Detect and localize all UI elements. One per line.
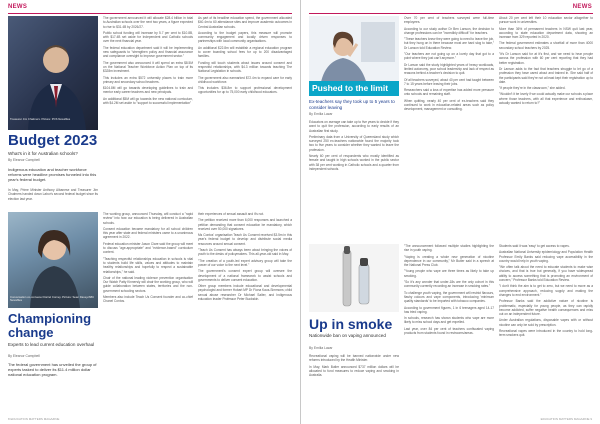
article-paragraph: "I don't think the aim is to get to zero, but we need to move as a comprehensive approach, reducing supply and making the changes to end environment.": [499, 284, 593, 297]
article-paragraph: Funding will touch students about issues around consent and respectful relationships, with $4.3 million towards teaching The National Legislation in schools.: [198, 60, 292, 74]
smoke-standfirst: Nationwide ban on vaping announced: [309, 333, 386, 338]
article-paragraph: An additional $5M will go towards the new national curriculum, with $4.2M set aside to "support to successful implementation": [103, 96, 193, 106]
article-paragraph: This includes $36.8m to support professional development opportunities for up to 75,000 early childhood educators.: [198, 86, 292, 95]
smoke-column-3: [499, 244, 593, 412]
pushed-photo: [309, 16, 399, 96]
article-paragraph: Dr Larson said the study highlighted years of heavy workloads, limited autonomy, poor school leadership and lack of respect as reasons behind a teacher's decision to quit.: [404, 62, 494, 76]
article-paragraph: This includes an extra $572 university places to train more primary and secondary school teachers.: [103, 75, 193, 84]
article-paragraph: Preliminary data from a University of Queensland study which surveyed 250 ex-teachers nationwide found the majority took two to five years to consider whether they wanted to leave the profession.: [309, 134, 399, 152]
article-paragraph: Members also include Teach Us Consent founder and co-chief Chanel Contos.: [103, 295, 193, 304]
champion-standfirst: Experts to lead current education overhaul: [8, 342, 95, 347]
pushed-headline: Pushed to the limit: [309, 81, 399, 96]
budget-column-1: [8, 188, 98, 206]
page-footer: 8 EDUCATION MATTERS MAGAZINE: [8, 417, 60, 421]
article-paragraph: "The announcement followed multiple studies highlighting the rise in youth vaping.: [404, 244, 494, 253]
champion-column-2: [103, 212, 193, 412]
article-paragraph: According to government figures, 1 in 6 teenagers aged 14-17 has tried vaping.: [404, 305, 494, 314]
article-paragraph: The federal education department said it will be implementing new safeguards to "strengthen policy and financial assurance and compliance oversight to improve government sector.": [103, 45, 193, 59]
article-paragraph: The government also announced it will spend an extra $8.5M on the National Teacher Workforce Action Plan on top of its $328m investment.: [103, 60, 193, 74]
article-paragraph: The federal government estimates a shortfall of more than 4000 secondary school teachers by 2025.: [499, 41, 593, 50]
treasurer-figure: [8, 16, 98, 130]
article-paragraph: Researchers said a loss of expertise has added more pressure onto schools and remaining staff.: [404, 88, 494, 97]
section-label: NEWS: [8, 4, 28, 10]
article-paragraph: $104.8M will go towards developing guidelines to train and mentor early career teachers and new principals.: [103, 86, 193, 95]
article-paragraph: Ms Contos' organisation Teach Us Consent received $3.5m in this year's federal budget to develop and distribute social media resources around sexual consent.: [198, 233, 292, 246]
article-paragraph: "Wouldn't it be lovely if we could actually make our schools a place where those teachers, with all that experience and enthusiasm, actually wanted to return to?": [499, 92, 593, 106]
article-paragraph: As part of its headline education spend, the government allocated $40.4m to 60 attendance sites and improve academic outcomes in Central Australian schools.: [198, 16, 292, 29]
article-paragraph: "So it's any wonder that under-18s are the only cohort in this community currently recording an increase in smoking rates.": [404, 280, 494, 289]
smoke-column-1: [309, 354, 399, 414]
vape-device-figure: [309, 244, 399, 312]
article-paragraph: Recreational vaping will be banned nationwide under new reforms introduced by the Health Minister.: [309, 354, 399, 363]
article-paragraph: "If people they're in the classroom," she added.: [499, 86, 566, 91]
article-paragraph: Chair of the national leading violence prevention organisation Our Watch Patty Kinnersly will chair the working group, who will guide collaboration between states, territories and the non-government schooling sectors.: [103, 275, 193, 293]
article-paragraph: An additional $22.8m will establish a regional education program to cover boarding school fees for up to 200 disadvantaged families.: [198, 45, 292, 59]
article-paragraph: Of all teachers surveyed, about 40 per cent had taught between 7 to 15 years before leaving their jobs.: [404, 77, 494, 86]
champion-headline: Championing change: [8, 311, 92, 340]
champion-photo: [8, 212, 98, 308]
article-paragraph: "These teachers knew they were going to need to leave the job, but they hung on in there because most are hard slog to take," Dr Lanson told Education Review.: [404, 37, 494, 50]
article-paragraph: In May, Prime Minister Anthony Albanese and Treasurer Jim Chalmers handed down Labor's second federal budget since its election last year.: [8, 188, 98, 201]
article-paragraph: Public school funding will increase by 5.7 per cent to $10.8B, with $17.4B set aside for Independent and Catholic schools over the next financial year.: [103, 30, 193, 44]
article-paragraph: their experiences of sexual assault and it's not.: [198, 212, 264, 216]
budget-intro: Indigenous education and teacher workforce reforms were headline promises funneled into this year's federal budget.: [8, 167, 97, 182]
article-paragraph: When quitting, nearly 40 per cent of ex-teachers said they continued to work in education-related areas such as policy development, management or consulting.: [404, 98, 494, 112]
article-paragraph: The government announced it will allocate $28.4 billion in total to Australian schools over the next two years, a figure expected to rise to $31.4B by 2026/27.: [103, 16, 193, 29]
article-paragraph: Dr Lanson adds to the fact that teachers struggle to let go of a profession they have cared about and trained in. She said half of the participants said they're not at least kept their registration up to date.: [499, 66, 593, 84]
article-paragraph: Other group members include educational and developmental psychologist and former Hobart MP Dr Fiona Kaus-Simmons; child sexual abuse researcher Dr Michael Salter, and Indigenous education leader Professor Peter Buckskin.: [198, 284, 292, 302]
article-paragraph: "We often talk about the need to educate students to make wise choices, and that is true but generally, if you have widespread ability to access something that is promoting an environment of concern," Professor Banks told Education Review.: [499, 265, 593, 283]
budget-photo-caption: Treasurer Jim Chalmers. Picture: PCS Newsfiles: [10, 117, 71, 121]
article-paragraph: "It's Dr Lanson said for at it's first, and we need to hear people across the profession with 60 per cent reporting that they had better registration.: [499, 52, 593, 65]
section-label: NEWS: [572, 4, 592, 10]
article-paragraph: According to the budget papers, this measure will promote community engagement and locally driven responses to partnerships with local community organisations.: [198, 30, 292, 44]
budget-column-2: [103, 16, 193, 208]
pushed-standfirst: Ex-teachers say they took up to 5 years to consider leaving: [309, 99, 395, 110]
smoke-headline: Up in smoke: [309, 316, 393, 332]
header-rule: [309, 13, 593, 14]
smoke-byline: By Emilia Lazar: [309, 346, 333, 350]
champion-column-3: [198, 212, 292, 412]
article-paragraph: Federal education minister Jason Clare said the group will meet to discuss "age-appropriate" and "evidence-based" curriculum content.: [103, 241, 193, 255]
article-paragraph: Educators on average can take up to five years to decide if they want to quit the profession, according to early results of an Australian first study.: [309, 120, 399, 133]
header-rule: [8, 13, 292, 14]
budget-standfirst: What's in it for Australian schools?: [8, 151, 78, 156]
article-paragraph: Under Australian regulations, disposable vapes with or without nicotine can only be sold by prescription.: [499, 318, 593, 327]
article-paragraph: The government also earmarked $72.4m to expand care for early childhood workforce.: [198, 75, 292, 84]
pushed-column-3: [499, 16, 593, 238]
article-paragraph: Consent education became mandatory for all school children this year after state and federal ministers came to a unanimous agreement in 2022.: [103, 226, 193, 240]
smoke-column-2: [404, 244, 494, 412]
article-paragraph: Nearly 60 per cent of respondents who mostly identified as female and taught in high schools worked in the public sector with 38 per cent working in Catholic schools and a quarter from independent schools.: [309, 154, 399, 171]
article-paragraph: In May, Mark Butler announced $737 million dollars will be allocated to fund measures to reduce vaping and smoking in Australia.: [309, 364, 399, 378]
article-paragraph: "Our teachers are not going up on a lovely day that got to a point where they just can't anymore.": [404, 52, 494, 61]
convener-figure: [8, 212, 98, 308]
article-paragraph: In schools, research has shown students who vape are more likely to miss school days and get expelled.: [404, 316, 494, 325]
article-paragraph: The government's consent expert group will oversee the development of a national framework to assist schools and governments to deliver consent education.: [198, 269, 292, 282]
champion-photo-caption: Conversation co-convener Darrel Corney. Picture: Sean Davey/ABC Newsfiles: [10, 295, 95, 303]
article-paragraph: The petition received more than 6,000 responses and launched a petition demanding that consent education be mandatory, which received over 50,000 signatures.: [198, 218, 292, 231]
article-paragraph: The working group, announced Thursday, will conduct a "rapid review" into how our education is being delivered in Australian schools.: [103, 212, 193, 225]
article-paragraph: Last year, over 84 per cent of teachers confiscated vaping products from students found in restrooms/areas.: [404, 326, 494, 336]
right-page: [300, 0, 600, 424]
article-paragraph: "Vaping is creating a whole new generation of nicotine dependence in our community," Mr Butler said in a speech at the National Press Club.: [404, 254, 494, 268]
article-paragraph: More than 36% of permanent teachers in NSW quit last year, according to state education department data, showing an increase from 329 reported in 2020.: [499, 26, 593, 40]
article-paragraph: About 20 per cent left their 10 education sector altogether to pursue work in universities.: [499, 16, 593, 25]
budget-headline: Budget 2023: [8, 132, 98, 149]
article-paragraph: Students said it was 'easy' to get access to vapes.: [499, 244, 570, 248]
pushed-column-1: [309, 120, 399, 240]
champion-intro: The federal government has unveiled the group of experts tasked to deliver its $11.4 million dollar national education program.: [8, 362, 97, 377]
article-paragraph: According to our study author Dr Ben Lanson, the decision to change professions can be "incredibly difficult" for teachers.: [404, 26, 494, 35]
article-paragraph: "The creation of a youth-led expert advisory group will take the power of our voice to the next level.": [198, 258, 292, 267]
article-paragraph: "Teach Us Consent has always been about bringing the voices of youth to the desks of policymakers. This all-year-old said in May.: [198, 248, 292, 257]
article-paragraph: "Young people who vape are three times as likely to take up smoking.: [404, 269, 494, 278]
budget-photo: [8, 16, 98, 130]
pushed-byline: By Emilia Lazar: [309, 112, 333, 116]
champion-byline: By Eleanor Campbell: [8, 354, 40, 358]
page-footer: EDUCATION MATTERS MAGAZINE 9: [540, 417, 592, 421]
budget-byline: By Eleanor Campbell: [8, 158, 40, 162]
article-paragraph: Over 70 per cent of teachers surveyed were full-time employees.: [404, 16, 494, 25]
smoke-photo: [309, 244, 399, 312]
article-paragraph: Recreational vapes were introduced in the country to hold long-term smokers quit.: [499, 329, 593, 338]
budget-column-3: [198, 16, 292, 208]
article-paragraph: "Teaching respectful relationships education in schools is vital to students build life skills, values and attitudes to maintain healthy relationships and hopefully to respect a sustainable relationships," he said.: [103, 256, 193, 274]
article-paragraph: To challenge youth vaping, the government will restrict flavours, flashy colours and vape components, introducing 'minimum quality standards' to be imported with tobacco companies.: [404, 290, 494, 304]
article-paragraph: Professor Banks said the addictive nature of nicotine is problematic, especially for young people, as they can rapidly become addicted, suffer negative health consequences and miss out on an independent future.: [499, 299, 593, 317]
pushed-column-2: [404, 16, 494, 238]
article-paragraph: Australian National University epidemiology and Population Health Professor Emily Banks said reducing vape accessibility in the country would help in youth vaping.: [499, 250, 593, 263]
